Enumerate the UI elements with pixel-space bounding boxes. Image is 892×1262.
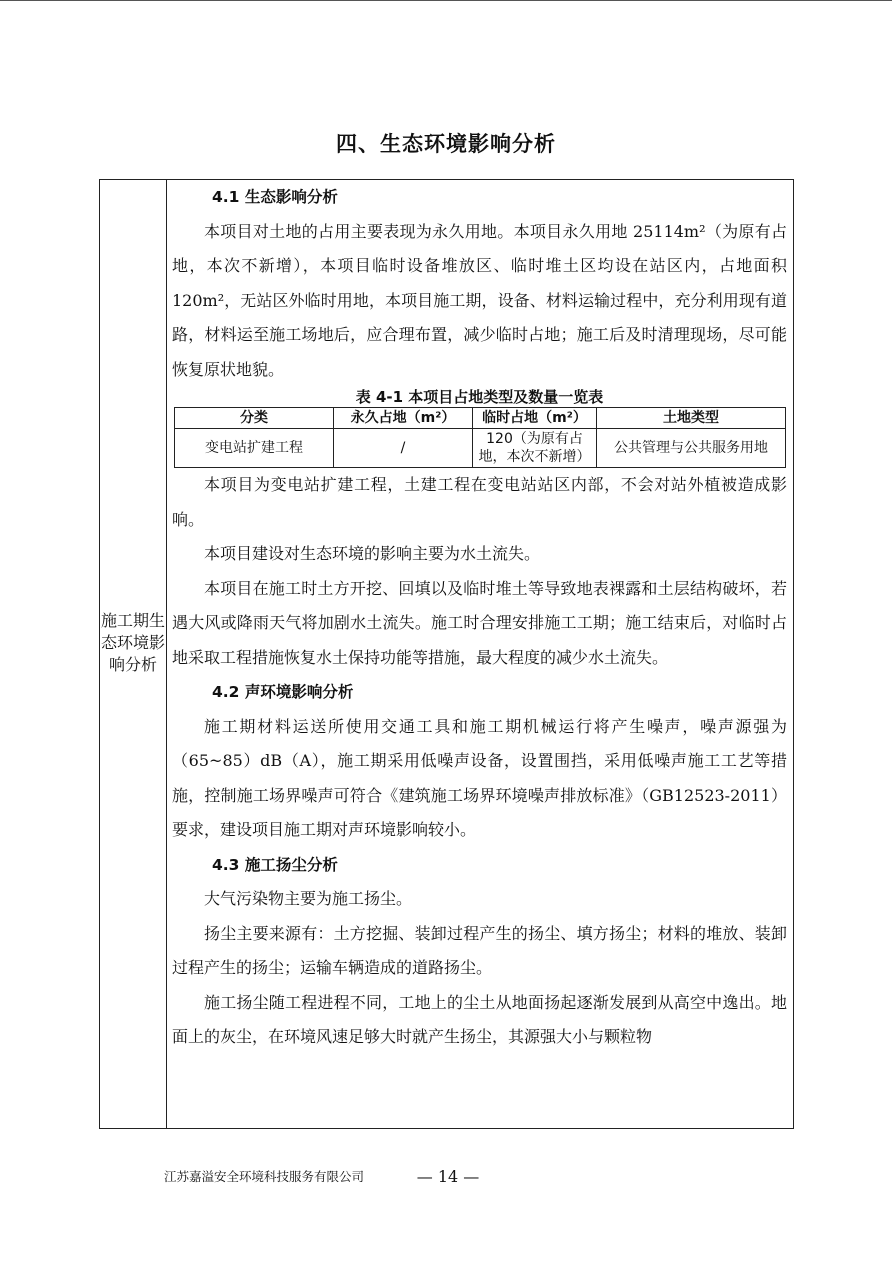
paragraph-vegetation: 本项目为变电站扩建工程，土建工程在变电站站区内部，不会对站外植被造成影响。 <box>172 475 787 529</box>
paragraph-noise: 施工期材料运送所使用交通工具和施工期机械运行将产生噪声，噪声源强为（65~85）dB（A），施工期采用低噪声设备，设置围挡，采用低噪声施工工艺等措施，控制施工场界噪声可符合《建筑施工场界环境噪声排放标准》（GB12523-2011）要求，建设项目施工期对声环境影响较小。 <box>172 716 787 839</box>
paragraph-land-use: 本项目对土地的占用主要表现为永久用地。本项目永久用地 25114m²（为原有占地，本次不新增），本项目临时设备堆放区、临时堆土区均设在站区内，占地面积 120m²，无站区外临时用地，本项目施工期，设备、材料运输过程中，充分利用现有道路，材料运至施工场地后，应合理布置，减少临时占地；施工后及时清理现场，尽可能恢复原状地貌。 <box>172 221 787 379</box>
table-caption: 表 4-1 本项目占地类型及数量一览表 <box>355 388 604 406</box>
top-rule <box>0 0 892 1</box>
paragraph-dust-process: 施工扬尘随工程进程不同，工地上的尘土从地面扬起逐渐发展到从高空中逸出。地面上的灰尘，在环境风速足够大时就产生扬尘，其源强大小与颗粒物 <box>172 992 787 1046</box>
table-row <box>175 429 786 468</box>
paragraph-dust-pollutant: 大气污染物主要为施工扬尘。 <box>204 889 413 908</box>
paragraph-erosion-measures: 本项目在施工时土方开挖、回填以及临时堆土等导致地表裸露和土层结构破坏，若遇大风或降雨天气将加剧水土流失。施工时合理安排施工工期；施工结束后，对临时占地采取工程措施恢复水土保持功能等措施，最大程度的减少水土流失。 <box>172 578 787 667</box>
footer-company: 江苏嘉溢安全环境科技服务有限公司 <box>164 1169 365 1184</box>
section-heading-4-3: 4.3 施工扬尘分析 <box>212 855 338 874</box>
paragraph-dust-sources: 扬尘主要来源有：土方挖掘、装卸过程产生的扬尘、填方扬尘；材料的堆放、装卸过程产生的扬尘；运输车辆造成的道路扬尘。 <box>172 923 787 977</box>
section-heading-4-2: 4.2 声环境影响分析 <box>212 683 354 701</box>
paragraph-soil-erosion: 本项目建设对生态环境的影响主要为水土流失。 <box>204 544 541 563</box>
table-header-cell: 分类 <box>175 408 334 429</box>
table-cell: 120（为原有占地，本次不新增） <box>473 429 597 468</box>
analysis-frame <box>99 179 794 1129</box>
table-cell: 变电站扩建工程 <box>175 429 334 468</box>
side-label: 施工期生态环境影响分析 <box>100 611 165 674</box>
table-header-row <box>175 408 786 429</box>
table-header-cell: 永久占地（m²） <box>334 408 473 429</box>
table-header-cell: 临时占地（m²） <box>473 408 597 429</box>
side-column <box>100 180 167 1128</box>
section-heading-4-1: 4.1 生态影响分析 <box>212 188 338 206</box>
land-use-table <box>174 407 786 468</box>
content-cell <box>172 180 787 1055</box>
table-cell: 公共管理与公共服务用地 <box>597 429 786 468</box>
table-header-cell: 土地类型 <box>597 408 786 429</box>
chapter-title: 四、生态环境影响分析 <box>336 132 556 156</box>
table-cell: / <box>334 429 473 468</box>
page-number: — 14 — <box>416 1167 480 1186</box>
